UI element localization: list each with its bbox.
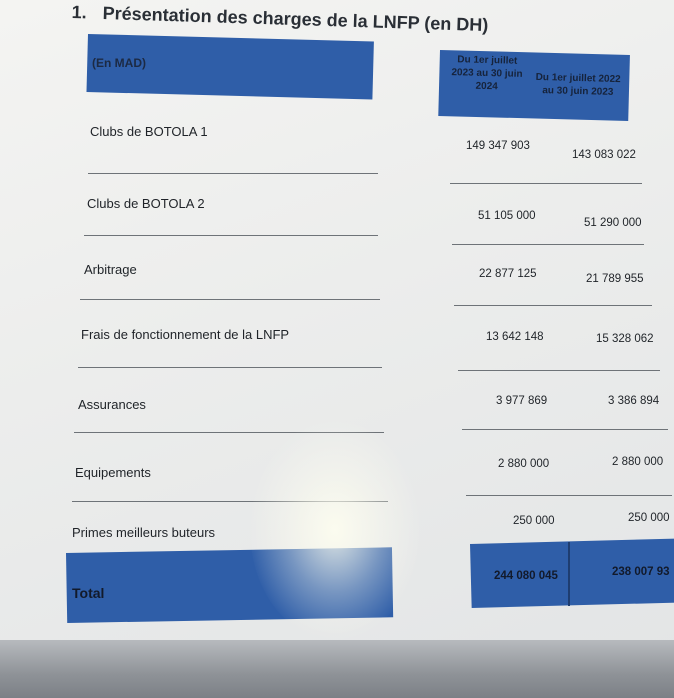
total-label: Total	[72, 585, 105, 601]
row-separator	[458, 370, 660, 371]
row-separator	[84, 235, 378, 236]
row-separator	[72, 501, 388, 502]
row-separator	[80, 299, 380, 300]
total-column-divider	[568, 542, 570, 606]
column-header-previous: Du 1er juillet 2022 au 30 juin 2023	[535, 71, 621, 98]
row-separator	[88, 173, 378, 174]
row-value-current: 250 000	[513, 515, 555, 527]
row-separator	[78, 367, 382, 368]
row-value-previous: 21 789 955	[586, 273, 644, 285]
row-value-current: 51 105 000	[478, 210, 536, 222]
row-value-previous: 15 328 062	[596, 333, 654, 345]
row-separator	[466, 495, 672, 496]
row-value-current: 149 347 903	[466, 140, 530, 152]
row-label: Equipements	[75, 465, 151, 480]
row-value-current: 2 880 000	[498, 458, 550, 470]
row-separator	[454, 305, 652, 306]
row-value-current: 3 977 869	[496, 395, 548, 407]
row-separator	[74, 432, 384, 433]
row-label: Assurances	[78, 397, 146, 412]
total-band-left	[66, 547, 393, 623]
total-value-current: 244 080 045	[494, 570, 558, 582]
column-header-current: Du 1er juillet 2023 au 30 juin 2024	[451, 54, 523, 93]
row-label: Clubs de BOTOLA 2	[87, 196, 205, 211]
row-value-current: 13 642 148	[486, 331, 544, 343]
unit-label: (En MAD)	[92, 56, 146, 70]
section-number: 1.	[71, 2, 88, 23]
row-separator	[450, 183, 642, 184]
total-value-previous: 238 007 93	[612, 566, 670, 578]
row-label: Clubs de BOTOLA 1	[90, 124, 208, 139]
row-label: Arbitrage	[84, 262, 137, 277]
row-value-previous: 250 000	[628, 512, 670, 524]
row-separator	[452, 244, 644, 245]
row-value-previous: 3 386 894	[608, 395, 660, 407]
row-separator	[462, 429, 668, 430]
row-value-previous: 2 880 000	[612, 456, 664, 468]
row-value-previous: 143 083 022	[572, 149, 636, 161]
row-value-previous: 51 290 000	[584, 217, 642, 229]
row-label: Frais de fonctionnement de la LNFP	[81, 327, 290, 342]
row-label: Primes meilleurs buteurs	[72, 525, 216, 540]
background-surface	[0, 640, 674, 698]
row-value-current: 22 877 125	[479, 268, 537, 280]
section-title: Présentation des charges de la LNFP (en DH)	[102, 2, 489, 36]
section-heading	[71, 2, 488, 36]
